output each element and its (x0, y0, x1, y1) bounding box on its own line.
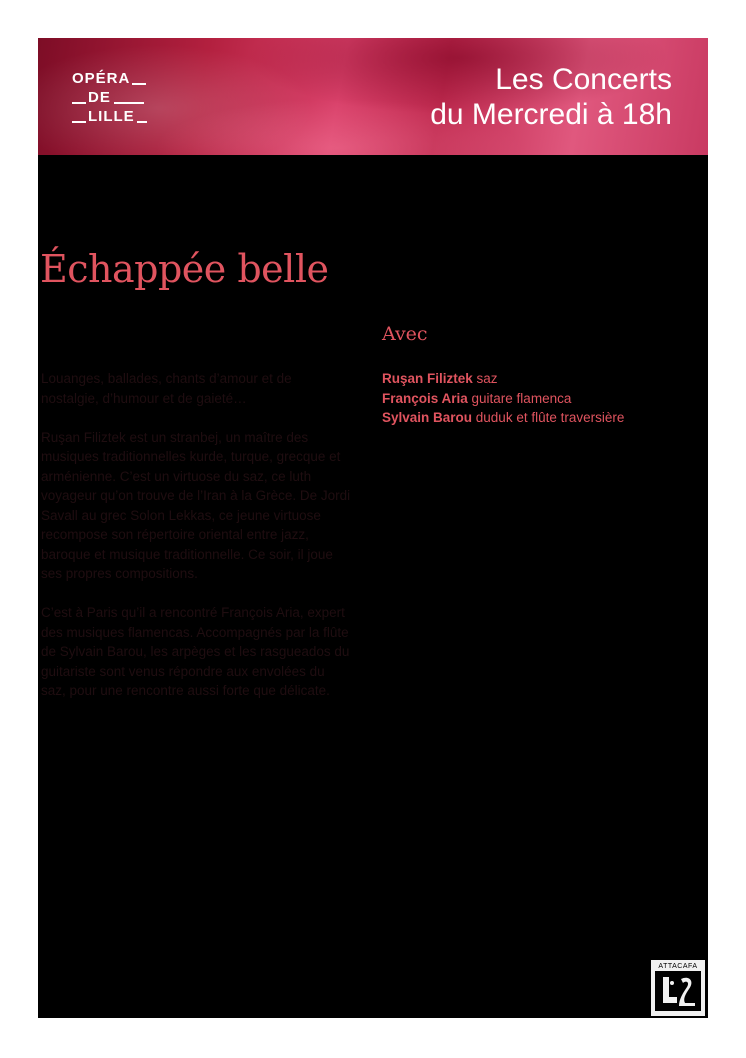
cast-member-name: Ruşan Filiztek (382, 371, 473, 386)
cast-member (382, 389, 624, 409)
cast-member (382, 369, 624, 389)
attacafa-mark-icon (655, 971, 701, 1011)
cast-member-name: Sylvain Barou (382, 410, 473, 425)
description-paragraph: Louanges, ballades, chants d’amour et de nostalgie, d’humour et de gaieté… (41, 371, 292, 406)
cast-member-role: duduk et flûte traversière (472, 410, 625, 425)
cast-heading: Avec (382, 323, 428, 345)
description-paragraph: C’est à Paris qu’il a rencontré François Aria, expert des musiques flamencas. Accompagnés par la flûte de Sylvain Barou, les arpèges et les rasgueados du guitariste sont venus répondre aux envolées du saz, pour une rencontre aussi forte que délicate. (41, 605, 350, 698)
attacafa-logo-icon (651, 960, 705, 1016)
partner-logo-label: ATTACAFA (658, 963, 698, 970)
logo-line-3: LILLE (88, 108, 135, 125)
opera-de-lille-logo (72, 69, 147, 126)
description-paragraph: Ruşan Filiztek est un stranbej, un maître des musiques traditionnelles kurde, turque, grecque et arménienne. C’est un virtuose du saz, ce luth voyageur qu’on trouve de l’Iran à la Grèce. De Jordi Savall au grec Solon Lekkas, ce jeune virtuose recompose son répertoire oriental entre jazz, baroque et musique traditionnelle. Ce soir, il joue ses propres compositions. (41, 429, 351, 581)
series-title (430, 62, 672, 132)
series-title-line-1: Les Concerts (495, 63, 672, 96)
logo-line-1: OPÉRA (72, 70, 131, 87)
header-banner (38, 38, 708, 155)
cast-member-role: guitare flamenca (467, 390, 572, 406)
concert-title: Échappée belle (40, 247, 329, 291)
description (41, 369, 351, 720)
logo-line-2: DE (88, 89, 111, 106)
cast-member (382, 408, 624, 428)
page (38, 38, 708, 1018)
cast-member-role: saz (472, 371, 498, 386)
cast-list (382, 369, 624, 428)
series-title-line-2: du Mercredi à 18h (430, 98, 672, 131)
cast-member-name: François Aria (382, 390, 468, 406)
